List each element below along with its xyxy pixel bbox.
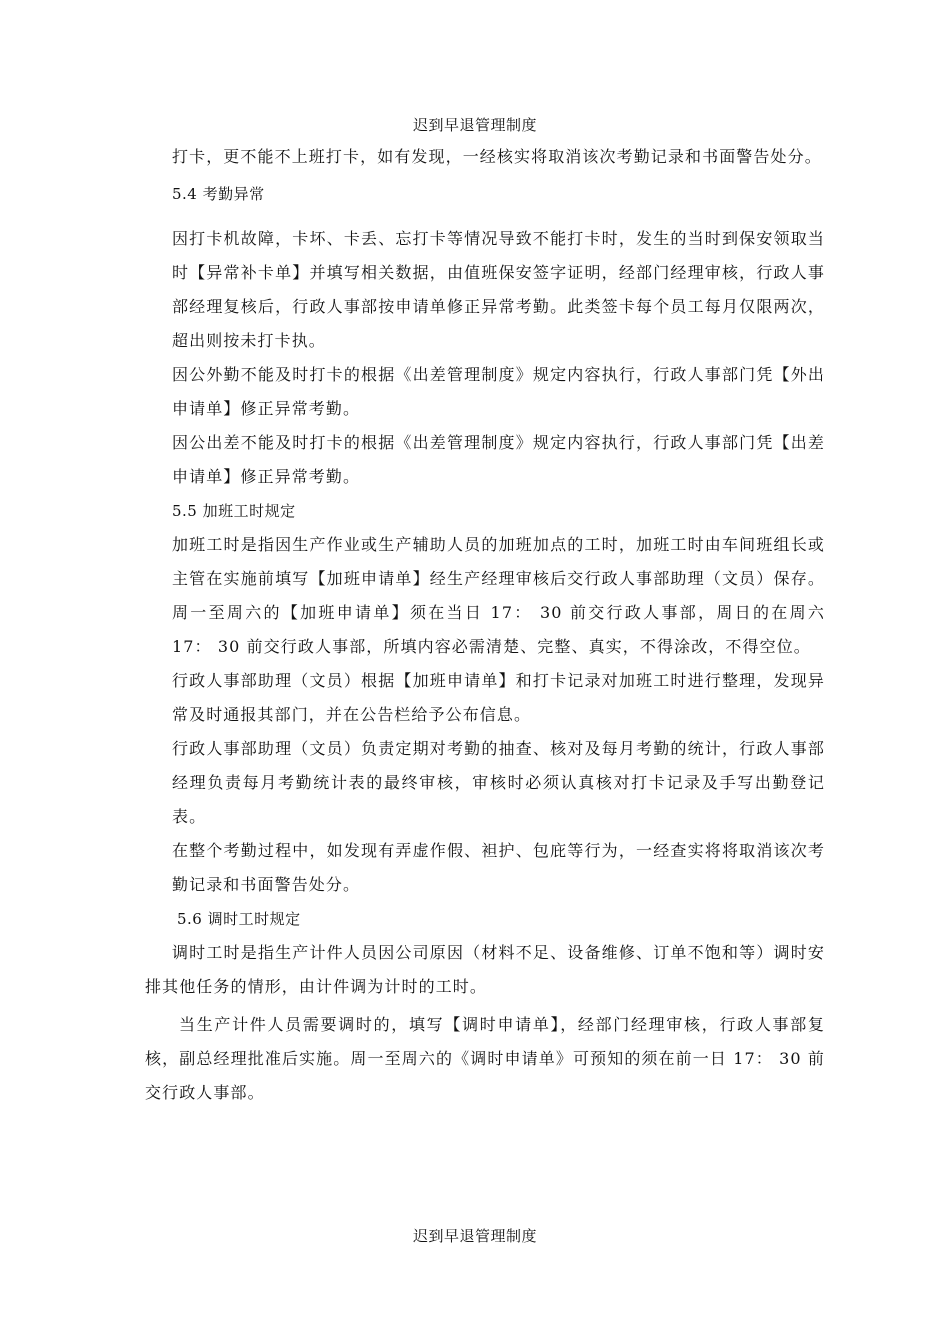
section-heading-5-6: 5.6 调时工时规定 [177,910,301,928]
paragraph-5-6-2: 当生产计件人员需要调时的，填写【调时申请单】，经部门经理审核，行政人事部复核，副总经理批准后实施。周一至周六的《调时申请单》可预知的须在前一日 17： 30 前交行政人事部。 [145,1015,825,1102]
paragraph-5-5-1: 加班工时是指因生产作业或生产辅助人员的加班加点的工时，加班工时由车间班组长或主管在实施前填写【加班申请单】经生产经理审核后交行政人事部助理（文员）保存。周一至周六的【加班申请单】须在当日 17： 30 前交行政人事部，周日的在周六 17： 30 前交行政人事部，所填内容必需清楚、完整、真实，不得涂改，不得空位。 [172,535,825,656]
paragraph-5-4-3: 因公出差不能及时打卡的根据《出差管理制度》规定内容执行，行政人事部门凭【出差申请单】修正异常考勤。 [172,433,825,486]
document-body [145,140,825,1110]
paragraph-5-4-2: 因公外勤不能及时打卡的根据《出差管理制度》规定内容执行，行政人事部门凭【外出申请单】修正异常考勤。 [172,365,825,418]
paragraph-5-4-1: 因打卡机故障，卡坏、卡丢、忘打卡等情况导致不能打卡时，发生的当时到保安领取当时【异常补卡单】并填写相关数据，由值班保安签字证明，经部门经理审核，行政人事部经理复核后，行政人事部按申请单修正异常考勤。此类签卡每个员工每月仅限两次，超出则按未打卡执。 [172,229,825,350]
section-heading-5-4: 5.4 考勤异常 [172,185,265,203]
paragraph-5-5-3: 行政人事部助理（文员）负责定期对考勤的抽查、核对及每月考勤的统计，行政人事部经理负责每月考勤统计表的最终审核，审核时必须认真核对打卡记录及手写出勤登记表。 [172,739,825,826]
section-heading-5-5: 5.5 加班工时规定 [172,502,296,520]
page-footer: 迟到早退管理制度 [412,1227,537,1245]
paragraph-continued: 打卡，更不能不上班打卡，如有发现，一经核实将取消该次考勤记录和书面警告处分。 [172,147,822,166]
paragraph-5-5-2: 行政人事部助理（文员）根据【加班申请单】和打卡记录对加班工时进行整理，发现异常及时通报其部门，并在公告栏给予公布信息。 [172,671,825,724]
page-header: 迟到早退管理制度 [412,116,537,134]
paragraph-5-5-4: 在整个考勤过程中，如发现有弄虚作假、袒护、包庇等行为，一经查实将将取消该次考勤记录和书面警告处分。 [172,841,825,894]
paragraph-5-6-1: 调时工时是指生产计件人员因公司原因（材料不足、设备维修、订单不饱和等）调时安排其他任务的情形，由计件调为计时的工时。 [145,943,825,996]
